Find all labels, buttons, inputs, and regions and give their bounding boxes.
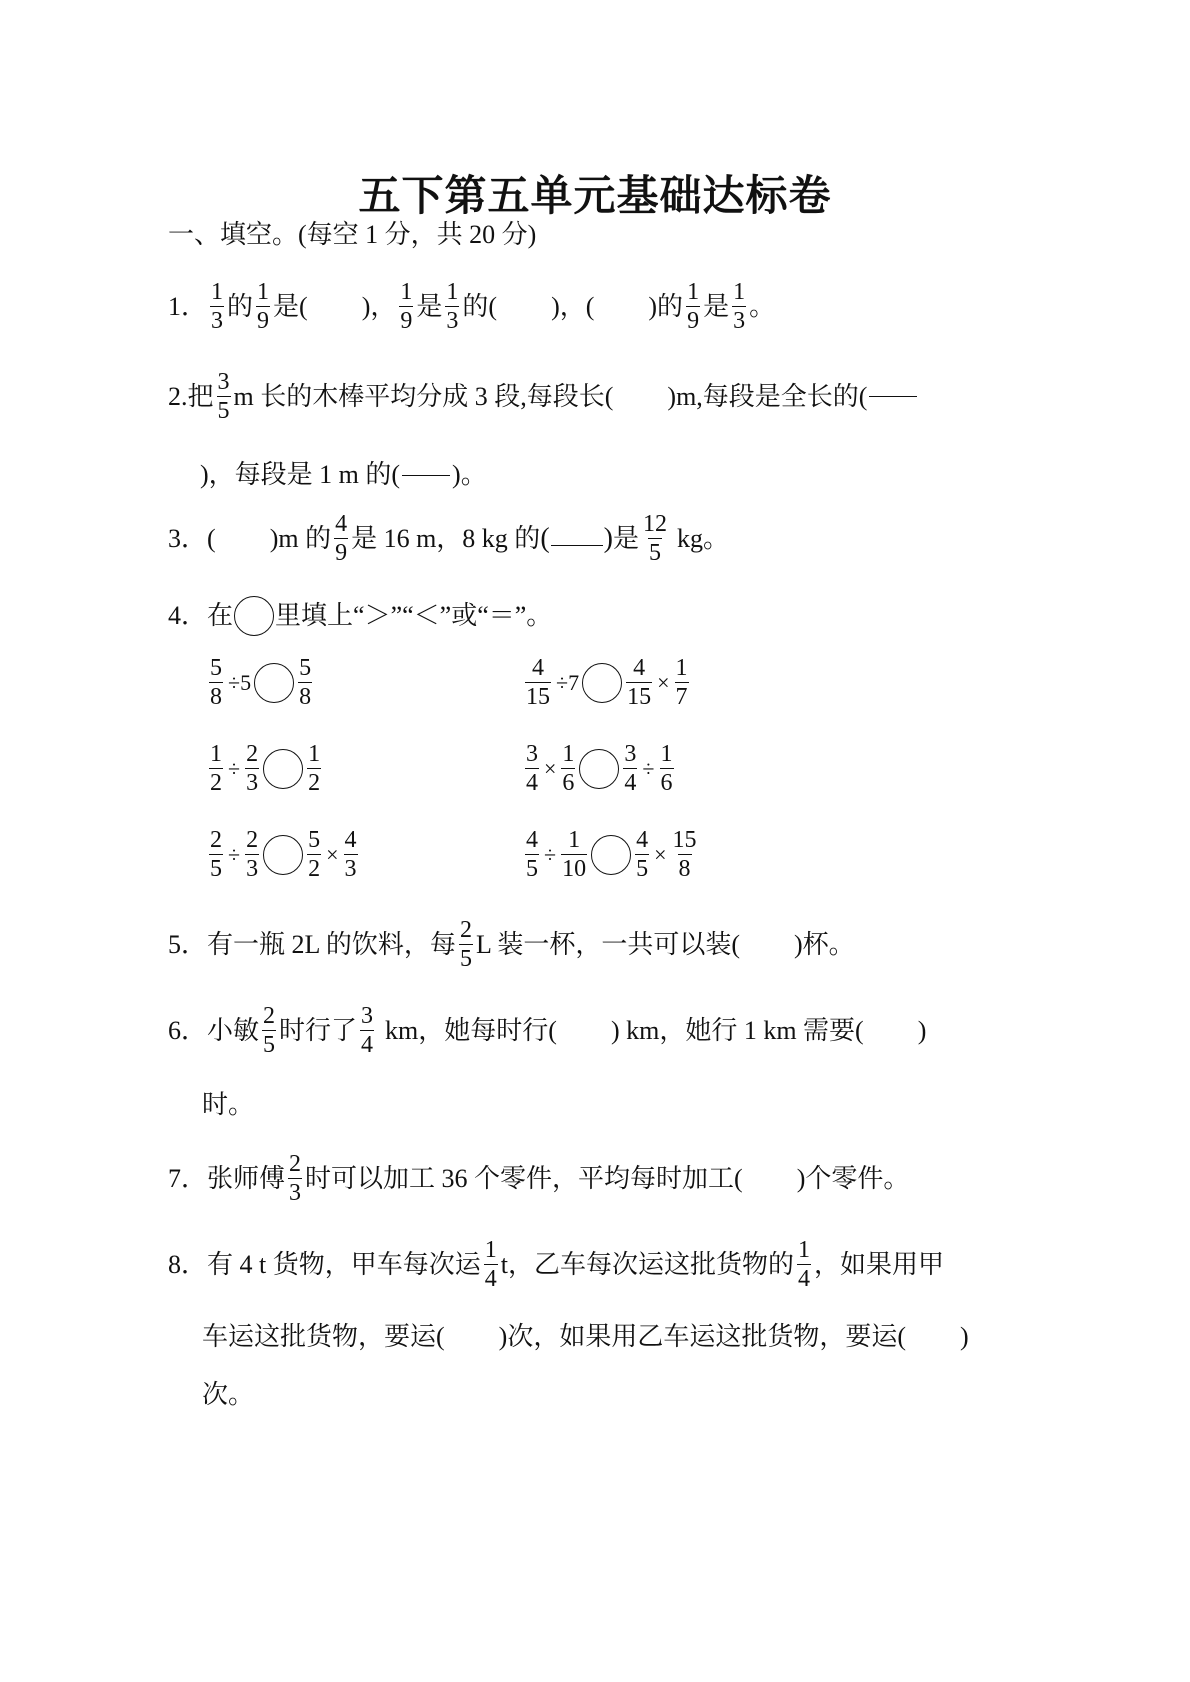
question-text: )。 bbox=[452, 460, 487, 489]
fraction bbox=[307, 742, 321, 795]
fraction bbox=[484, 1238, 498, 1291]
question-text: 时行了 bbox=[279, 1015, 358, 1045]
fraction-numerator: 5 bbox=[308, 827, 321, 853]
fraction bbox=[209, 742, 223, 795]
fraction-numerator: 4 bbox=[532, 655, 544, 681]
compare-1a bbox=[206, 656, 315, 709]
fraction bbox=[525, 656, 551, 709]
fraction-numerator: 4 bbox=[636, 827, 649, 853]
fraction-numerator: 3 bbox=[526, 741, 538, 767]
fraction-blank-line[interactable] bbox=[402, 475, 450, 476]
fraction-denominator: 9 bbox=[687, 308, 700, 334]
question-text: L 装一杯，一共可以装( bbox=[475, 929, 741, 959]
fraction-numerator: 1 bbox=[400, 279, 413, 305]
fraction-denominator: 2 bbox=[210, 770, 222, 796]
question-text: 是( bbox=[273, 291, 308, 321]
fraction bbox=[459, 918, 473, 971]
fraction-denominator: 4 bbox=[797, 1266, 810, 1292]
question-text: m 长的木棒平均分成 3 段,每段长( bbox=[233, 381, 614, 411]
fraction-numerator: 1 bbox=[797, 1237, 810, 1263]
question-text: 的 bbox=[227, 291, 254, 321]
fraction-denominator: 9 bbox=[400, 308, 413, 334]
fraction-denominator: 9 bbox=[257, 308, 270, 334]
fraction-denominator: 3 bbox=[246, 856, 259, 882]
fraction-denominator: 3 bbox=[211, 308, 224, 334]
question-text: )，( bbox=[551, 291, 595, 321]
compare-circle[interactable] bbox=[263, 749, 303, 789]
math-operator: ÷ bbox=[642, 755, 655, 781]
fraction-denominator: 8 bbox=[678, 856, 691, 882]
compare-circle[interactable] bbox=[263, 835, 303, 875]
fraction-denominator: 15 bbox=[526, 684, 550, 710]
fraction-numerator: 2 bbox=[289, 1151, 302, 1177]
fraction-numerator: 1 bbox=[257, 279, 270, 305]
fraction bbox=[334, 512, 348, 565]
fraction-numerator: 1 bbox=[687, 279, 700, 305]
fraction-numerator: 5 bbox=[210, 655, 222, 681]
fraction-numerator: 5 bbox=[299, 655, 312, 681]
question-text: 是 16 m，8 kg 的 bbox=[351, 523, 541, 553]
fraction-denominator: 8 bbox=[299, 684, 312, 710]
compare-2b bbox=[522, 742, 677, 795]
question-text: ，如果用甲 bbox=[813, 1249, 944, 1279]
question-2 bbox=[168, 370, 919, 423]
question-8-end bbox=[202, 1382, 254, 1408]
question-text: )， bbox=[361, 291, 397, 321]
question-text: ) bbox=[960, 1322, 969, 1351]
fraction bbox=[525, 742, 539, 795]
fraction-denominator: 15 bbox=[627, 684, 652, 710]
question-text: 时。 bbox=[202, 1090, 255, 1119]
fraction-denominator: 4 bbox=[624, 770, 637, 796]
math-operator: ÷7 bbox=[556, 669, 580, 695]
fraction bbox=[307, 828, 321, 881]
question-5 bbox=[168, 918, 855, 971]
fraction-denominator: 8 bbox=[210, 684, 222, 710]
fraction-numerator: 2 bbox=[459, 917, 472, 943]
fraction bbox=[288, 1152, 302, 1205]
fraction-numerator: 3 bbox=[217, 369, 230, 395]
fraction-denominator: 5 bbox=[526, 856, 538, 882]
fraction-denominator: 5 bbox=[648, 540, 661, 566]
fraction-denominator: 10 bbox=[562, 856, 587, 882]
fraction bbox=[209, 828, 223, 881]
fraction bbox=[217, 370, 231, 423]
math-operator: × bbox=[326, 841, 339, 867]
fraction-numerator: 1 bbox=[484, 1237, 497, 1263]
fraction-blank-line[interactable] bbox=[869, 396, 917, 397]
fraction-numerator: 1 bbox=[308, 741, 321, 767]
question-text: 5． bbox=[168, 929, 208, 959]
fraction-numerator: 1 bbox=[660, 741, 673, 767]
fraction-denominator: 3 bbox=[246, 770, 259, 796]
fraction-denominator: 5 bbox=[210, 856, 222, 882]
question-text: 次。 bbox=[202, 1380, 255, 1409]
question-text: 8． bbox=[168, 1249, 208, 1279]
compare-circle[interactable] bbox=[579, 749, 619, 789]
math-operator: × bbox=[544, 755, 557, 781]
fraction-denominator: 2 bbox=[308, 856, 321, 882]
fraction-numerator: 1 bbox=[210, 741, 222, 767]
question-text: 时可以加工 36 个零件，平均每时加工( bbox=[305, 1163, 743, 1193]
question-6 bbox=[168, 1004, 926, 1057]
fraction bbox=[245, 742, 259, 795]
question-text: 6． bbox=[168, 1015, 208, 1045]
page-title: 五下第五单元基础达标卷 bbox=[358, 171, 832, 220]
fraction-numerator: 2 bbox=[246, 827, 259, 853]
fraction bbox=[256, 280, 270, 333]
compare-3a bbox=[206, 828, 361, 881]
fraction bbox=[686, 280, 700, 333]
fraction-numerator: 4 bbox=[526, 827, 538, 853]
question-text: ) bbox=[917, 1015, 927, 1045]
question-text: 有一瓶 2L 的饮料，每 bbox=[207, 929, 456, 959]
fraction-numerator: 2 bbox=[263, 1003, 276, 1029]
fraction-numerator: 1 bbox=[446, 279, 459, 305]
fraction-numerator: 4 bbox=[633, 655, 646, 681]
fraction-denominator: 4 bbox=[361, 1032, 374, 1058]
fraction-denominator: 5 bbox=[636, 856, 649, 882]
fraction-denominator: 3 bbox=[733, 308, 746, 334]
math-operator: ÷ bbox=[544, 841, 557, 867]
question-text: )个零件。 bbox=[796, 1163, 910, 1193]
circle-symbol bbox=[234, 596, 274, 636]
fraction-denominator: 6 bbox=[660, 770, 673, 796]
fraction-denominator: 9 bbox=[335, 540, 348, 566]
question-4 bbox=[168, 596, 552, 636]
fraction-denominator: 4 bbox=[484, 1266, 497, 1292]
question-6-continued bbox=[202, 1092, 254, 1118]
question-text: 在 bbox=[207, 601, 234, 630]
question-text: 1． bbox=[168, 291, 208, 321]
question-text: 的( bbox=[462, 291, 498, 321]
question-8 bbox=[168, 1238, 944, 1291]
fraction-answer-blank[interactable]: ( ) bbox=[540, 522, 613, 554]
question-text: ( bbox=[207, 523, 216, 553]
question-8-continued bbox=[202, 1324, 969, 1350]
fraction bbox=[797, 1238, 811, 1291]
question-text: t，乙车每次运这批货物的 bbox=[500, 1249, 794, 1279]
question-text: )次，如果用乙车运这批货物，要运( bbox=[498, 1322, 906, 1351]
question-text: km，她每时行( bbox=[385, 1015, 557, 1045]
fraction bbox=[732, 280, 746, 333]
fraction bbox=[525, 828, 539, 881]
compare-3b bbox=[522, 828, 701, 881]
question-text: 小敏 bbox=[207, 1015, 260, 1045]
compare-circle[interactable] bbox=[591, 835, 631, 875]
fraction-numerator: 3 bbox=[361, 1003, 374, 1029]
question-1 bbox=[168, 280, 775, 333]
question-3 bbox=[168, 512, 729, 565]
fraction bbox=[399, 280, 413, 333]
question-text: 2. bbox=[168, 381, 188, 411]
fraction-denominator: 7 bbox=[675, 684, 688, 710]
fraction-numerator: 3 bbox=[624, 741, 637, 767]
question-text: 是 bbox=[612, 523, 639, 553]
question-text: 4． bbox=[168, 601, 208, 630]
question-text: 3． bbox=[168, 523, 208, 553]
fraction bbox=[660, 742, 674, 795]
question-text: )m,每段是全长的( bbox=[667, 381, 868, 411]
fraction-numerator: 1 bbox=[675, 655, 688, 681]
fraction bbox=[626, 656, 652, 709]
question-text: 7． bbox=[168, 1163, 208, 1193]
compare-1b bbox=[522, 656, 692, 709]
question-text: )杯。 bbox=[794, 929, 855, 959]
section-heading bbox=[168, 222, 536, 248]
fraction-denominator: 2 bbox=[308, 770, 321, 796]
fraction-denominator: 3 bbox=[344, 856, 357, 882]
fraction-numerator: 1 bbox=[733, 279, 746, 305]
fraction bbox=[672, 828, 698, 881]
fraction-numerator: 1 bbox=[568, 827, 581, 853]
fraction-denominator: 5 bbox=[263, 1032, 276, 1058]
question-text: 张师傅 bbox=[207, 1163, 286, 1193]
fraction-numerator: 4 bbox=[344, 827, 357, 853]
compare-circle[interactable] bbox=[254, 663, 294, 703]
fraction-numerator: 2 bbox=[210, 827, 222, 853]
fraction-numerator: 2 bbox=[246, 741, 259, 767]
fraction bbox=[210, 280, 224, 333]
fraction bbox=[642, 512, 668, 565]
fraction bbox=[445, 280, 459, 333]
fraction bbox=[623, 742, 637, 795]
fraction-numerator: 15 bbox=[672, 827, 697, 853]
question-text: 车运这批货物，要运( bbox=[202, 1322, 445, 1351]
fraction-denominator: 6 bbox=[562, 770, 575, 796]
question-text: 。 bbox=[749, 291, 776, 321]
fraction-numerator: 4 bbox=[335, 511, 348, 537]
question-text: 是 bbox=[703, 291, 730, 321]
question-7 bbox=[168, 1152, 909, 1205]
fraction bbox=[561, 742, 575, 795]
fraction-denominator: 5 bbox=[217, 398, 230, 424]
fraction-denominator: 5 bbox=[459, 946, 472, 972]
fraction bbox=[298, 656, 312, 709]
question-text: 是 bbox=[416, 291, 443, 321]
question-text: 有 4 t 货物，甲车每次运 bbox=[207, 1249, 481, 1279]
question-text: )，每段是 1 m 的( bbox=[200, 460, 401, 489]
compare-2a bbox=[206, 742, 324, 795]
fraction bbox=[675, 656, 689, 709]
fraction bbox=[209, 656, 223, 709]
fraction-denominator: 3 bbox=[446, 308, 459, 334]
fraction bbox=[344, 828, 358, 881]
fraction bbox=[245, 828, 259, 881]
math-operator: × bbox=[654, 841, 667, 867]
compare-circle[interactable] bbox=[582, 663, 622, 703]
fraction bbox=[262, 1004, 276, 1057]
fraction bbox=[561, 828, 587, 881]
fraction-denominator: 4 bbox=[526, 770, 538, 796]
fraction-numerator: 1 bbox=[211, 279, 224, 305]
math-operator: × bbox=[657, 669, 670, 695]
question-text: ) km，她行 1 km 需要( bbox=[610, 1015, 864, 1045]
fraction-numerator: 1 bbox=[562, 741, 575, 767]
fraction-numerator: 12 bbox=[642, 511, 667, 537]
math-operator: ÷5 bbox=[228, 669, 252, 695]
question-text: 里填上“＞”“＜”或“＝”。 bbox=[275, 601, 553, 630]
question-text: 把 bbox=[187, 381, 214, 411]
question-text: kg。 bbox=[676, 523, 729, 553]
math-operator: ÷ bbox=[228, 841, 241, 867]
fraction-denominator: 3 bbox=[289, 1180, 302, 1206]
math-operator: ÷ bbox=[228, 755, 241, 781]
question-text: 一、填空。(每空 1 分，共 20 分) bbox=[168, 220, 537, 249]
question-text: )的 bbox=[648, 291, 684, 321]
fraction bbox=[360, 1004, 374, 1057]
fraction bbox=[635, 828, 649, 881]
question-2-continued bbox=[200, 462, 487, 488]
question-text: )m 的 bbox=[269, 523, 332, 553]
